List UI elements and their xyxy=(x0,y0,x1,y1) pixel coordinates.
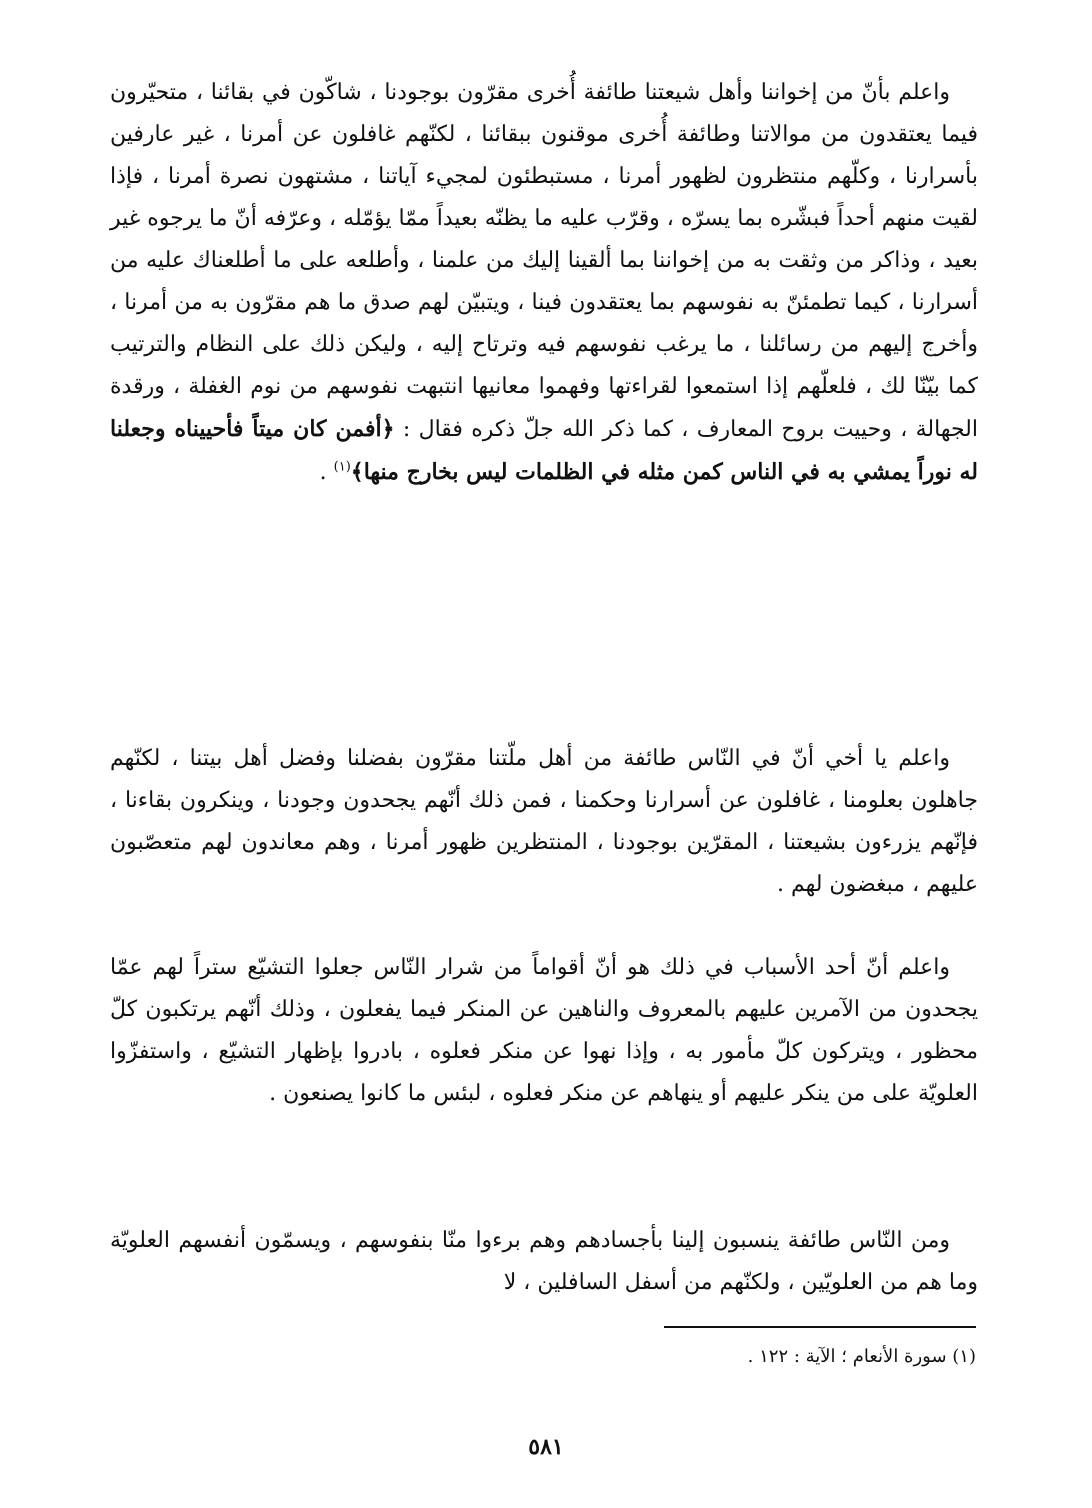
paragraph-1-tail: . xyxy=(319,460,334,485)
paragraph-1 xyxy=(110,72,978,494)
footnote-divider xyxy=(664,1326,976,1328)
paragraph-3-text: واعلم أنّ أحد الأسباب في ذلك هو أنّ أقواماً من شرار النّاس جعلوا التشيّع ستراً لهم عمّا يجحدون من الآمرين عليهم بالمعروف والناهين عن المنكر فيما يفعلون ، وذلك أنّهم يرتكبون كلّ محظور ، ويتركون كلّ مأمور به ، وإذا نهوا عن منكر فعلوه ، بادروا بإظهار التشيّع ، واستفزّوا العلويّة على من ينكر عليهم أو ينهاهم عن منكر فعلوه ، لبئس ما كانوا يصنعون . xyxy=(110,955,978,1106)
paragraph-4-text: ومن النّاس طائفة ينسبون إلينا بأجسادهم وهم برءوا منّا بنفوسهم ، ويسمّون أنفسهم العلويّة وما هم من العلويّين ، ولكنّهم من أسفل السافلين ، لا xyxy=(110,1228,978,1295)
paragraph-2 xyxy=(110,738,978,906)
quran-close-bracket: ﴾ xyxy=(350,459,364,485)
paragraph-2-text: واعلم يا أخي أنّ في النّاس طائفة من أهل ملّتنا مقرّون بفضلنا وفضل أهل بيتنا ، لكنّهم جاهلون بعلومنا ، غافلون عن أسرارنا وحكمنا ، فمن ذلك أنّهم يجحدون وجودنا ، وينكرون بقاءنا ، فإنّهم يزرءون بشيعتنا ، المقرّين بوجودنا ، المنتظرين ظهور أمرنا ، وهم معاندون لهم متعصّبون عليهم ، مبغضون لهم . xyxy=(110,746,978,897)
footnote: (١) سورة الأنعام ؛ الآية : ١٢٢ . xyxy=(747,1346,976,1367)
paragraph-1-text xyxy=(110,72,978,494)
paragraph-4 xyxy=(110,1220,978,1304)
paragraph-3 xyxy=(110,947,978,1115)
paragraph-1-lead: واعلم بأنّ من إخواننا وأهل شيعتنا طائفة أُخرى مقرّون بوجودنا ، شاكّون في بقائنا ، متحيّرون فيما يعتقدون من موالاتنا وطائفة أُخرى موقنون ببقائنا ، لكنّهم غافلون عن أمرنا ، غير عارفين بأسرارنا ، وكلّهم منتظرون لظهور أمرنا ، مستبطئون لمجيء آياتنا ، مشتهون نصرة أمرنا ، فإذا لقيت منهم أحداً فبشّره بما يسرّه ، وقرّب عليه ما يظنّه بعيداً ممّا يؤمّله ، وعرّفه أنّ ما يرجوه غير بعيد ، وذاكر من وثقت به من إخواننا بما ألقينا إليك من علمنا ، وأطلعه على ما أطلعناك عليه من أسرارنا ، كيما تطمئنّ به نفوسهم بما يعتقدون فينا ، ويتبيّن لهم صدق ما هم مقرّون به من أمرنا ، وأخرج إليهم من رسائلنا ، ما يرغب نفوسهم فيه وترتاح إليه ، وليكن ذلك على النظام والترتيب كما بيّنّا لك ، فلعلّهم إذا استمعوا لقراءتها وفهموا معانيها انتبهت نفوسهم من نوم الغفلة ، ورقدة الجهالة ، وحييت بروح المعارف ، كما ذكر الله جلّ ذكره فقال : xyxy=(110,80,979,442)
page-number: ٥٨١ xyxy=(528,1434,564,1460)
quran-verse: أفمن كان ميتاً فأحييناه وجعلنا له نوراً يمشي به في الناس كمن مثله في الظلمات ليس بخارج منها xyxy=(110,416,978,485)
quran-open-bracket: ﴿ xyxy=(381,416,395,442)
footnote-reference: (١) xyxy=(333,459,351,475)
